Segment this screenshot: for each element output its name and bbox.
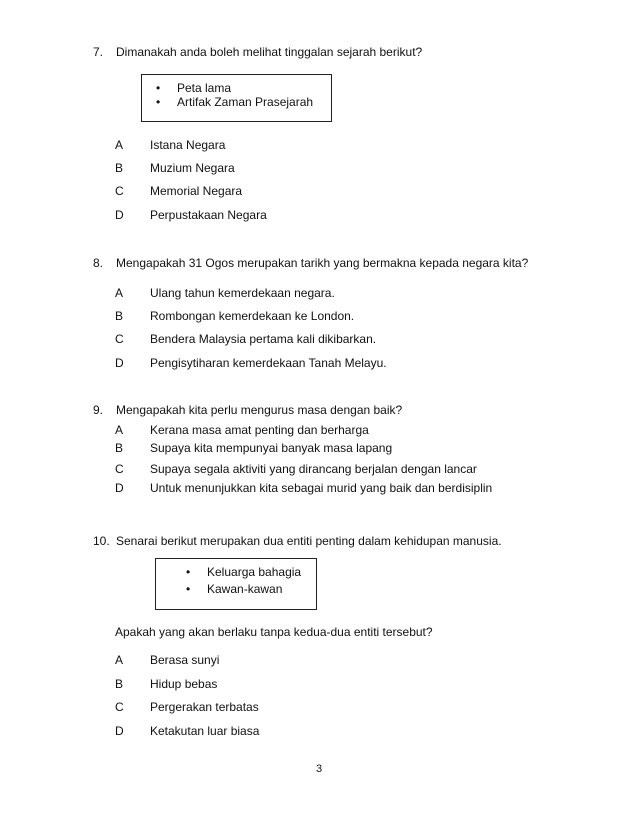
option-letter: D xyxy=(115,481,124,495)
option-text: Rombongan kemerdekaan ke London. xyxy=(150,309,355,323)
option-text: Untuk menunjukkan kita sebagai murid yang baik dan berdisiplin xyxy=(150,481,493,495)
option-text: Berasa sunyi xyxy=(150,653,220,667)
option-text: Bendera Malaysia pertama kali dikibarkan. xyxy=(150,332,377,346)
option-letter: A xyxy=(115,653,124,667)
option-text: Pergerakan terbatas xyxy=(150,700,259,714)
option-text: Hidup bebas xyxy=(150,677,218,691)
option-letter: A xyxy=(115,138,124,152)
option-text: Perpustakaan Negara xyxy=(150,208,267,222)
option-text: Muzium Negara xyxy=(150,161,235,175)
question-stem: Mengapakah kita perlu mengurus masa dengan baik? xyxy=(116,403,403,417)
option-text: Supaya kita mempunyai banyak masa lapang xyxy=(150,441,393,455)
question-stem: Dimanakah anda boleh melihat tinggalan sejarah berikut? xyxy=(116,45,423,59)
option-text: Ulang tahun kemerdekaan negara. xyxy=(150,286,335,300)
option-text: Supaya segala aktiviti yang dirancang berjalan dengan lancar xyxy=(150,462,477,476)
bullet-icon: • xyxy=(186,582,191,596)
option-letter: A xyxy=(115,423,124,437)
bullet-icon: • xyxy=(156,81,161,95)
option-text: Kerana masa amat penting dan berharga xyxy=(150,423,369,437)
option-letter: B xyxy=(115,677,124,691)
question-number: 8. xyxy=(93,256,104,270)
option-letter: C xyxy=(115,332,124,346)
option-letter: D xyxy=(115,724,124,738)
option-letter: D xyxy=(115,356,124,370)
option-text: Ketakutan luar biasa xyxy=(150,724,260,738)
info-box: • Peta lama • Artifak Zaman Prasejarah xyxy=(141,74,332,122)
question-number: 10. xyxy=(93,534,110,548)
bullet-icon: • xyxy=(156,95,161,109)
question-stem: Senarai berikut merupakan dua entiti penting dalam kehidupan manusia. xyxy=(116,534,502,548)
option-letter: B xyxy=(115,441,124,455)
option-letter: C xyxy=(115,184,124,198)
info-box: • Keluarga bahagia • Kawan-kawan xyxy=(155,558,317,610)
option-text: Memorial Negara xyxy=(150,184,243,198)
question-follow-up: Apakah yang akan berlaku tanpa kedua-dua entiti tersebut? xyxy=(115,625,433,639)
option-letter: A xyxy=(115,286,124,300)
question-stem: Mengapakah 31 Ogos merupakan tarikh yang bermakna kepada negara kita? xyxy=(116,256,529,270)
question-number: 7. xyxy=(93,45,104,59)
bullet-icon: • xyxy=(186,565,191,579)
option-letter: B xyxy=(115,161,124,175)
question-number: 9. xyxy=(93,403,104,417)
option-text: Istana Negara xyxy=(150,138,226,152)
option-letter: B xyxy=(115,309,124,323)
option-letter: C xyxy=(115,700,124,714)
option-letter: C xyxy=(115,462,124,476)
option-text: Pengisytiharan kemerdekaan Tanah Melayu. xyxy=(150,356,387,370)
page-number: 3 xyxy=(316,763,323,775)
option-letter: D xyxy=(115,208,124,222)
